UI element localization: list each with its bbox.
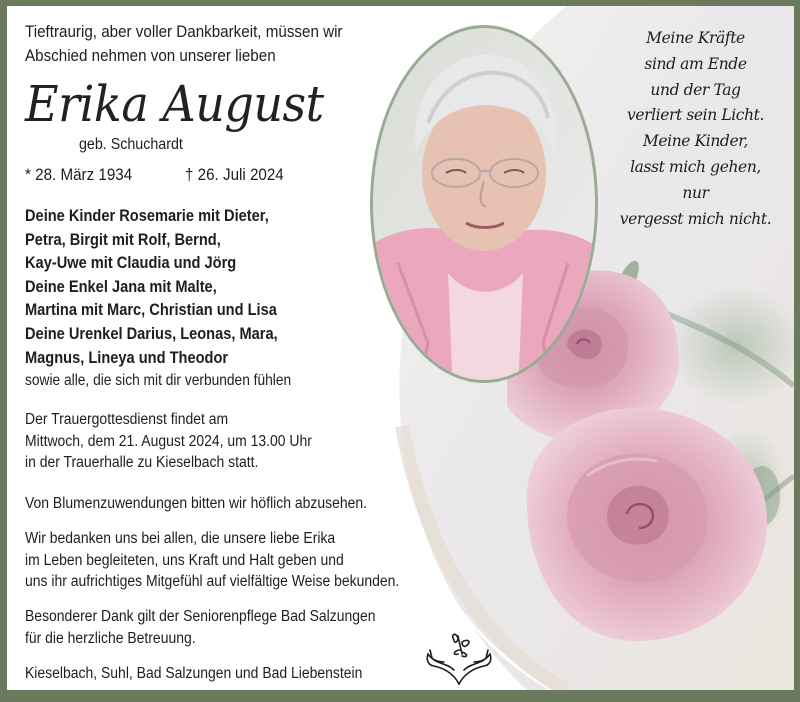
poem-line: verliert sein Licht. <box>626 106 765 125</box>
service-info <box>25 409 312 474</box>
death-date: † 26. Juli 2024 <box>185 166 284 184</box>
family-list <box>25 204 291 393</box>
poem-line: sind am Ende <box>644 54 747 73</box>
hands-with-butterfly-icon <box>424 630 494 686</box>
thanks-text <box>25 528 399 593</box>
portrait-photo <box>368 23 600 385</box>
intro-text <box>25 20 343 68</box>
poem-line: nur <box>682 183 709 202</box>
thanks-line: im Leben begleiteten, uns Kraft und Halt geben und <box>25 551 344 569</box>
poem-line: Meine Kinder, <box>642 132 749 151</box>
deceased-name: Erika August <box>25 75 324 133</box>
family-line: Deine Kinder Rosemarie mit Dieter, <box>25 206 269 225</box>
family-line: Deine Enkel Jana mit Malte, <box>25 276 217 296</box>
poem-line: lasst mich gehen, <box>630 157 761 176</box>
poem <box>603 26 788 232</box>
thanks-line: uns ihr aufrichtiges Mitgefühl auf vielfältige Weise bekunden. <box>25 573 400 590</box>
thanks-line: Wir bedanken uns bei allen, die unsere liebe Erika <box>25 530 336 547</box>
intro-line: Tieftraurig, aber voller Dankbarkeit, müssen wir <box>25 23 343 41</box>
special-thanks-line: für die herzliche Betreuung. <box>25 629 196 647</box>
obituary-card <box>7 6 794 690</box>
intro-line: Abschied nehmen von unserer lieben <box>25 47 276 65</box>
family-line: Magnus, Lineya und Theodor <box>25 347 229 367</box>
family-line: Martina mit Marc, Christian und Lisa <box>25 300 277 320</box>
family-line: Petra, Birgit mit Rolf, Bernd, <box>25 229 221 249</box>
poem-line: und der Tag <box>650 80 741 99</box>
family-line: Kay-Uwe mit Claudia und Jörg <box>25 253 237 273</box>
maiden-name: geb. Schuchardt <box>79 136 183 153</box>
service-line: Der Trauergottesdienst findet am <box>25 411 229 428</box>
special-thanks <box>25 606 376 649</box>
family-line: Deine Urenkel Darius, Leonas, Mara, <box>25 323 278 343</box>
service-line: Mittwoch, dem 21. August 2024, um 13.00 Uhr <box>25 432 312 450</box>
places: Kieselbach, Suhl, Bad Salzungen und Bad Liebenstein <box>25 665 363 682</box>
special-thanks-line: Besonderer Dank gilt der Seniorenpflege Bad Salzungen <box>25 608 376 625</box>
family-tail: sowie alle, die sich mit dir verbunden fühlen <box>25 372 292 390</box>
flowers-note: Von Blumenzuwendungen bitten wir höflich abzusehen. <box>25 495 368 512</box>
poem-line: vergesst mich nicht. <box>619 209 772 228</box>
birth-date: * 28. März 1934 <box>25 166 133 184</box>
poem-line: Meine Kräfte <box>646 29 745 47</box>
service-line: in der Trauerhalle zu Kieselbach statt. <box>25 454 259 471</box>
